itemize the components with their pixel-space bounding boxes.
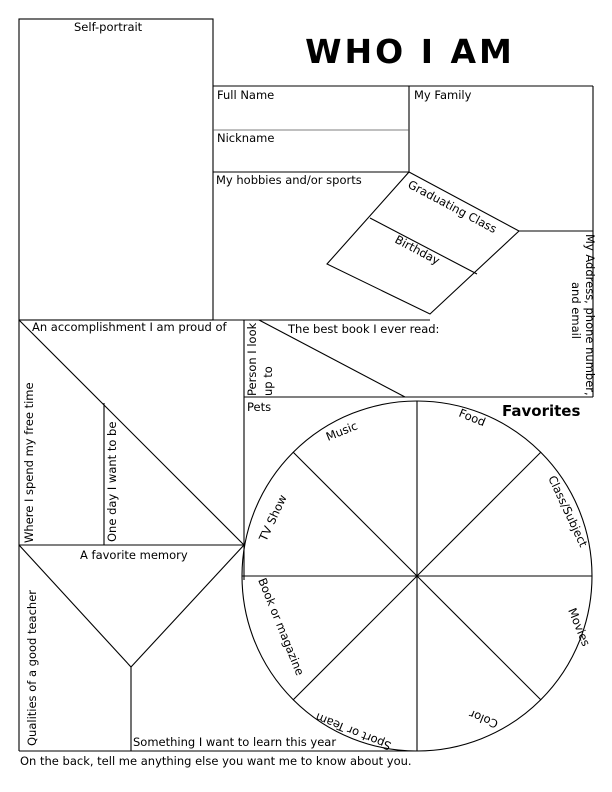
learn-label: Something I want to learn this year [133, 735, 337, 749]
favorite-tv-show-label: TV Show [256, 492, 290, 544]
address-label-2: and email [569, 282, 583, 340]
footer-note: On the back, tell me anything else you want me to know about you. [20, 754, 412, 768]
favorite-color-label: Color [467, 706, 501, 732]
best-book-label: The best book I ever read: [288, 322, 440, 336]
favorite-movies-label: Movies [565, 605, 594, 649]
divider [19, 320, 244, 545]
person-look-up-label-2: up to [261, 366, 275, 396]
address-label: My Address, phone number, [583, 234, 597, 396]
favorite-class-subject-label: Class/Subject [545, 473, 591, 550]
self-portrait-label: Self-portrait [74, 20, 143, 34]
full-name-label: Full Name [217, 88, 275, 102]
favorites-heading: Favorites [502, 402, 581, 420]
hobbies-label: My hobbies and/or sports [216, 173, 362, 187]
favorite-sport-team-label: Sport or Team [313, 710, 394, 754]
pets-label: Pets [247, 400, 272, 414]
favorite-food-label: Food [456, 405, 488, 430]
accomplishment-label: An accomplishment I am proud of [32, 320, 227, 334]
person-look-up-label: Person I look [245, 322, 259, 396]
birthday-label: Birthday [392, 232, 443, 268]
good-teacher-label: Qualities of a good teacher [25, 589, 39, 746]
one-day-label: One day I want to be [105, 421, 119, 542]
free-time-label: Where I spend my free time [22, 382, 36, 543]
my-family-label: My Family [414, 88, 472, 102]
favorite-memory-label: A favorite memory [80, 548, 188, 562]
graduating-class-label: Graduating Class [405, 177, 500, 236]
favorite-book-magazine-label: Book or magazine [255, 575, 308, 678]
page-title: WHO I AM [305, 32, 515, 71]
self-portrait-box[interactable] [19, 19, 213, 320]
nickname-label: Nickname [217, 131, 275, 145]
favorite-music-label: Music [323, 418, 360, 444]
divider [131, 545, 244, 667]
